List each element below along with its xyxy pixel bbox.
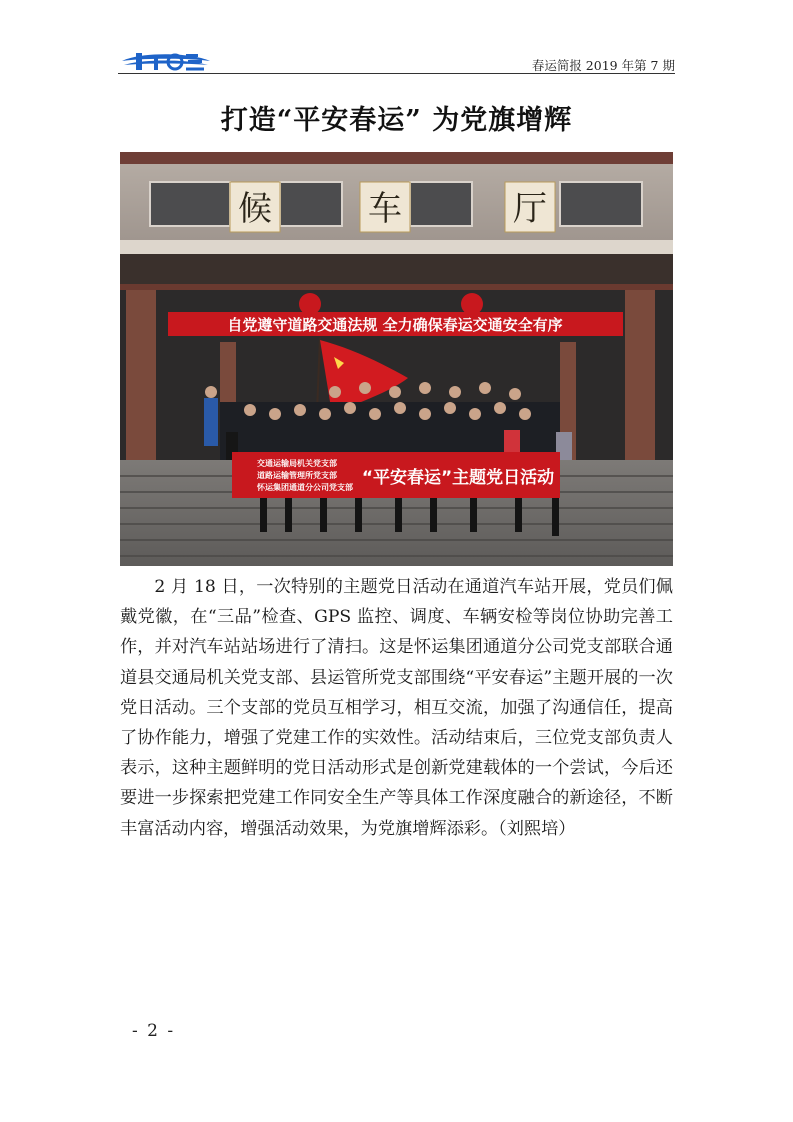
page-header: [118, 40, 675, 74]
held-banner-unit: 怀运集团通道分公司党支部: [257, 483, 353, 492]
page-number: - 2 -: [132, 1021, 176, 1041]
held-banner-unit: 道路运输管理所党支部: [257, 471, 337, 480]
signboard-char: 候: [238, 189, 272, 229]
signboard-char: 车: [368, 189, 402, 229]
held-banner-slogan: “平安春运”主题党日活动: [361, 468, 555, 488]
building-banner-text: 自党遵守道路交通法规 全力确保春运交通安全有序: [227, 316, 563, 334]
article-body: 2 月 18 日，一次特别的主题党日活动在通道汽车站开展，党员们佩戴党徽，在“三品”检查、GPS 监控、调度、车辆安检等岗位协助完善工作，并对汽车站站场进行了清扫。这是怀运集团通道分公司党支部联合通道县交通局机关党支部、县运管所党支部围绕“平安春运”主题开展的一次党日活动。三个支部的党员互相学习，相互交流，加强了沟通信任，提高了协作能力，增强了党建工作的实效性。活动结束后，三位党支部负责人表示，这种主题鲜明的党日活动形式是创新党建载体的一个尝试，今后还要进一步探索把党建工作同安全生产等具体工作深度融合的新途径，不断丰富活动内容，增强活动效果，为党旗增辉添彩。（刘熙培）: [120, 577, 673, 839]
bulletin-issue: 春运简报 2019 年第 7 期: [531, 58, 675, 73]
header-divider: [118, 73, 675, 74]
event-photo: [120, 152, 673, 566]
company-logo: [120, 50, 212, 72]
held-banner-unit: 交通运输局机关党支部: [257, 459, 337, 468]
article-title: 打造“平安春运” 为党旗增辉: [220, 105, 573, 136]
signboard-char: 厅: [513, 189, 547, 229]
